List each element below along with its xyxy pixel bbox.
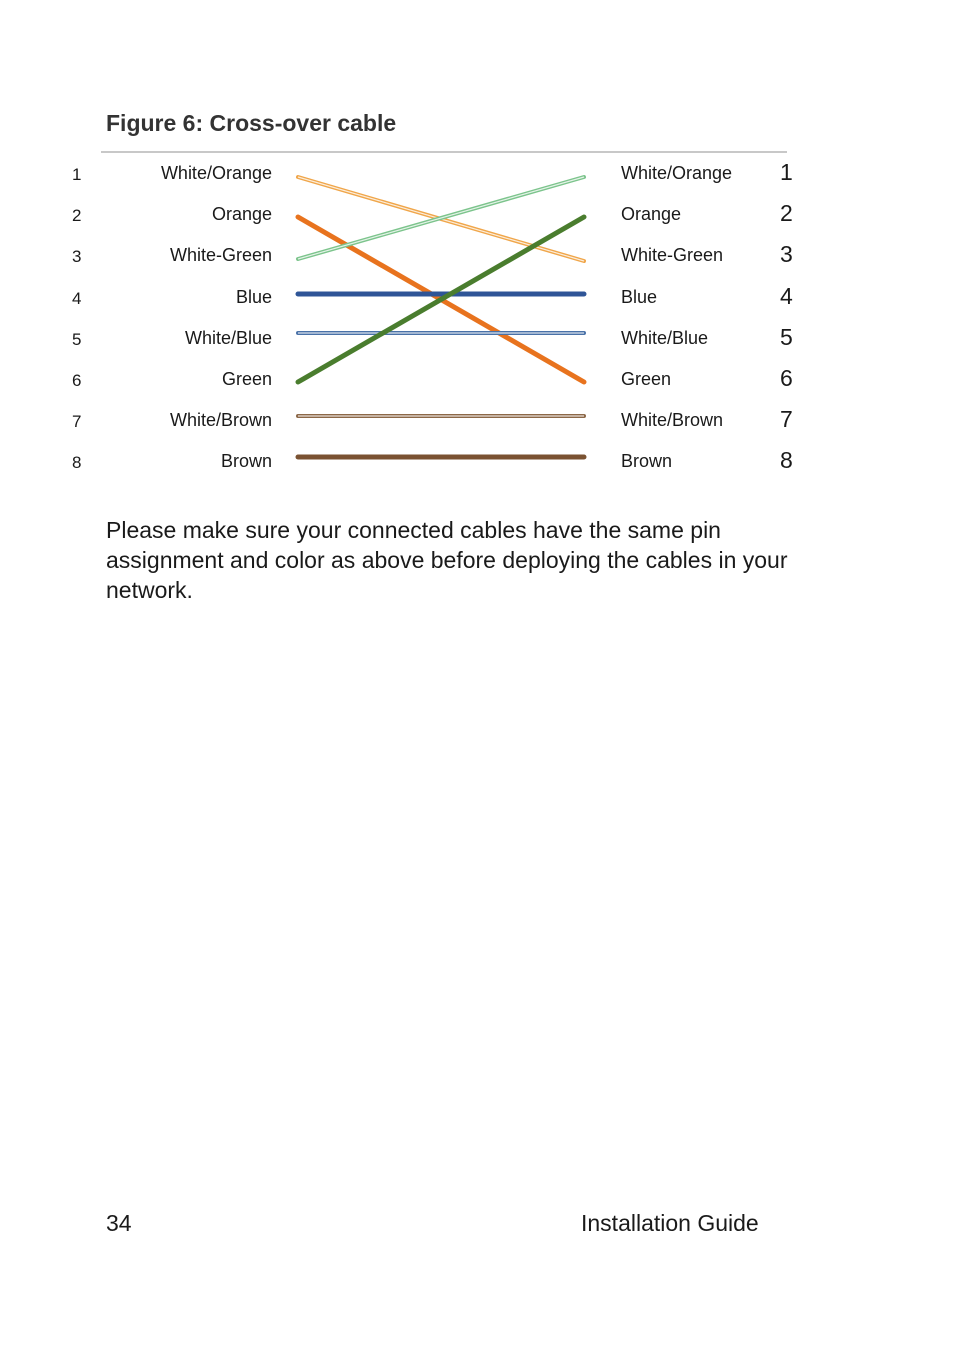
right-wire-label: White/Blue [621, 328, 709, 348]
left-pin-number: 3 [72, 247, 82, 266]
figure-title: Figure 6: Cross-over cable [106, 110, 397, 136]
left-wire-label: White/Blue [184, 328, 272, 348]
left-pin-number: 7 [72, 412, 82, 431]
left-pin-number: 2 [72, 206, 82, 225]
right-pin-number: 7 [780, 406, 793, 432]
left-pin-number: 8 [72, 453, 82, 472]
right-pin-number: 4 [780, 283, 793, 309]
left-pin-number: 6 [72, 371, 82, 390]
right-pin-number: 5 [780, 324, 793, 350]
left-pin-number: 4 [72, 289, 82, 308]
right-wire-label: Brown [621, 451, 673, 471]
right-wire-label: Orange [621, 204, 682, 224]
left-wire-label: White-Green [169, 245, 272, 265]
wiring-diagram [0, 0, 954, 500]
document-title: Installation Guide [581, 1210, 759, 1236]
right-pin-number: 6 [780, 365, 793, 391]
right-pin-number: 3 [780, 241, 793, 267]
right-pin-number: 8 [780, 447, 793, 473]
left-wire-label: Green [221, 369, 272, 389]
left-pin-number: 5 [72, 330, 82, 349]
left-wire-label: Blue [235, 287, 272, 307]
instruction-paragraph: Please make sure your connected cables have the same pin assignment and color as above before deploying the cables in your network. [106, 517, 788, 603]
right-pin-number: 2 [780, 200, 793, 226]
left-wire-label: Orange [211, 204, 272, 224]
left-wire-label: White/Orange [160, 163, 272, 183]
right-wire-label: White/Orange [621, 163, 733, 183]
right-wire-label: Blue [621, 287, 658, 307]
left-wire-label: White/Brown [169, 410, 272, 430]
right-pin-number: 1 [780, 159, 793, 185]
right-wire-label: White/Brown [621, 410, 724, 430]
right-wire-label: White-Green [621, 245, 724, 265]
left-wire-label: Brown [220, 451, 272, 471]
right-wire-label: Green [621, 369, 672, 389]
page-number: 34 [106, 1210, 132, 1236]
left-pin-number: 1 [72, 165, 82, 184]
